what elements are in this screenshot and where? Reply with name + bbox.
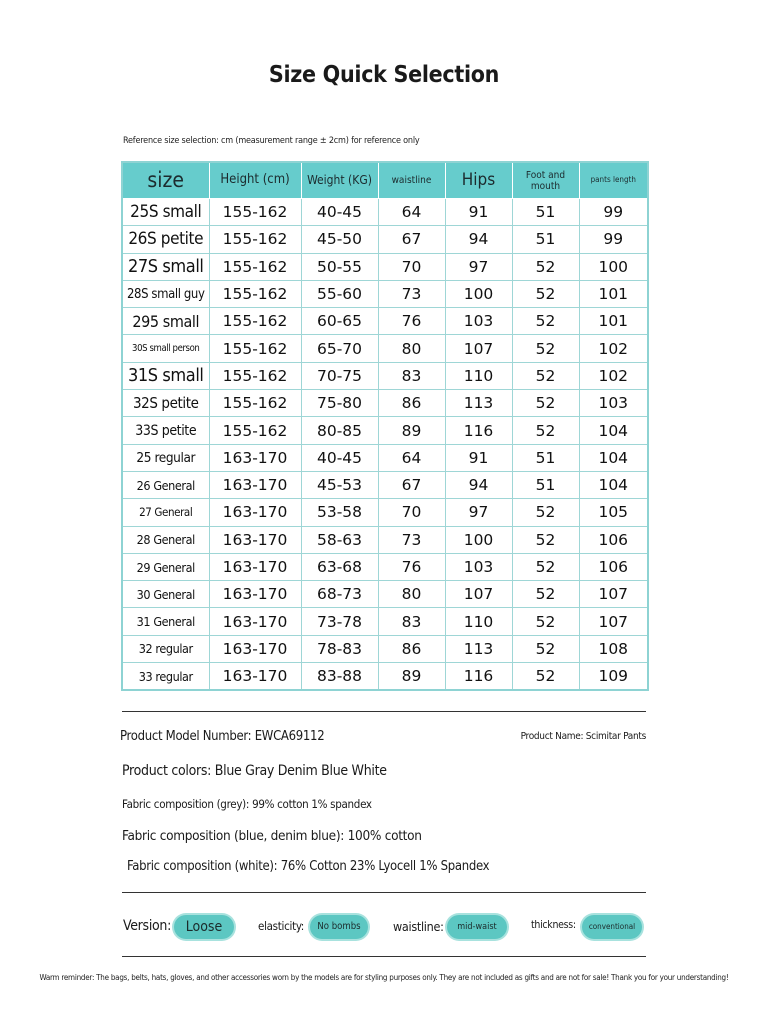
cell-hips: 110	[445, 608, 512, 635]
size-table	[121, 161, 649, 691]
cell-foot-and-mouth: 52	[512, 635, 579, 662]
cell-height: 163-170	[209, 635, 301, 662]
cell-hips: 110	[445, 362, 512, 389]
table-row	[122, 499, 648, 526]
cell-size: 30 General	[122, 581, 209, 608]
cell-hips: 113	[445, 390, 512, 417]
cell-height: 163-170	[209, 663, 301, 691]
table-row	[122, 390, 648, 417]
cell-pants-length: 102	[579, 335, 648, 362]
version-badge: Loose	[174, 915, 234, 939]
cell-weight: 50-55	[301, 253, 378, 280]
cell-weight: 40-45	[301, 199, 378, 226]
cell-size: 31S small	[122, 362, 209, 389]
table-row	[122, 308, 648, 335]
cell-pants-length: 103	[579, 390, 648, 417]
cell-height: 163-170	[209, 471, 301, 498]
cell-pants-length: 107	[579, 608, 648, 635]
cell-weight: 80-85	[301, 417, 378, 444]
cell-height: 155-162	[209, 417, 301, 444]
cell-size: 25 regular	[122, 444, 209, 471]
product-model-number: Product Model Number: EWCA69112	[120, 729, 325, 744]
cell-size: 31 General	[122, 608, 209, 635]
table-row	[122, 226, 648, 253]
cell-weight: 83-88	[301, 663, 378, 691]
cell-height: 155-162	[209, 226, 301, 253]
cell-hips: 91	[445, 444, 512, 471]
cell-size: 26S petite	[122, 226, 209, 253]
cell-pants-length: 106	[579, 526, 648, 553]
cell-pants-length: 101	[579, 280, 648, 307]
cell-foot-and-mouth: 51	[512, 199, 579, 226]
cell-weight: 40-45	[301, 444, 378, 471]
table-row	[122, 362, 648, 389]
divider	[122, 711, 646, 712]
cell-size: 295 small	[122, 308, 209, 335]
cell-foot-and-mouth: 52	[512, 526, 579, 553]
cell-foot-and-mouth: 52	[512, 362, 579, 389]
cell-foot-and-mouth: 52	[512, 308, 579, 335]
cell-foot-and-mouth: 52	[512, 280, 579, 307]
cell-size: 32S petite	[122, 390, 209, 417]
cell-hips: 103	[445, 553, 512, 580]
table-row	[122, 335, 648, 362]
cell-size: 32 regular	[122, 635, 209, 662]
table-row	[122, 253, 648, 280]
cell-size: 27 General	[122, 499, 209, 526]
cell-pants-length: 105	[579, 499, 648, 526]
cell-waistline: 64	[378, 199, 445, 226]
cell-height: 163-170	[209, 608, 301, 635]
cell-hips: 94	[445, 471, 512, 498]
cell-weight: 68-73	[301, 581, 378, 608]
thickness-label: thickness:	[531, 919, 576, 931]
cell-weight: 78-83	[301, 635, 378, 662]
fabric-composition-blue: Fabric composition (blue, denim blue): 100% cotton	[122, 828, 422, 844]
cell-pants-length: 99	[579, 226, 648, 253]
product-colors: Product colors: Blue Gray Denim Blue White	[122, 763, 387, 779]
cell-height: 155-162	[209, 199, 301, 226]
cell-hips: 116	[445, 663, 512, 691]
cell-pants-length: 100	[579, 253, 648, 280]
cell-height: 155-162	[209, 280, 301, 307]
cell-hips: 97	[445, 253, 512, 280]
table-row	[122, 417, 648, 444]
elasticity-badge: No bombs	[310, 915, 368, 939]
cell-pants-length: 104	[579, 471, 648, 498]
cell-hips: 103	[445, 308, 512, 335]
column-header-waistline: waistline	[378, 162, 445, 199]
cell-waistline: 86	[378, 390, 445, 417]
cell-weight: 45-50	[301, 226, 378, 253]
cell-waistline: 80	[378, 581, 445, 608]
cell-size: 28S small guy	[122, 280, 209, 307]
cell-hips: 91	[445, 199, 512, 226]
table-row	[122, 526, 648, 553]
cell-foot-and-mouth: 52	[512, 581, 579, 608]
cell-waistline: 64	[378, 444, 445, 471]
cell-pants-length: 104	[579, 444, 648, 471]
cell-size: 29 General	[122, 553, 209, 580]
warm-reminder: Warm reminder: The bags, belts, hats, gloves, and other accessories worn by the models are for styling purposes only. They are not included as gifts and are not for sale! Thank you for your understanding!	[39, 973, 729, 982]
cell-foot-and-mouth: 52	[512, 390, 579, 417]
cell-foot-and-mouth: 52	[512, 663, 579, 691]
cell-hips: 107	[445, 335, 512, 362]
cell-waistline: 67	[378, 471, 445, 498]
cell-waistline: 73	[378, 526, 445, 553]
cell-waistline: 73	[378, 280, 445, 307]
product-name: Product Name: Scimitar Pants	[520, 731, 646, 742]
table-header-row	[122, 162, 648, 199]
cell-height: 155-162	[209, 335, 301, 362]
divider	[122, 892, 646, 893]
cell-waistline: 67	[378, 226, 445, 253]
cell-hips: 94	[445, 226, 512, 253]
cell-foot-and-mouth: 52	[512, 608, 579, 635]
cell-height: 163-170	[209, 553, 301, 580]
cell-hips: 100	[445, 280, 512, 307]
cell-foot-and-mouth: 52	[512, 499, 579, 526]
elasticity-label: elasticity:	[258, 919, 304, 933]
cell-waistline: 70	[378, 499, 445, 526]
cell-size: 33S petite	[122, 417, 209, 444]
reference-note: Reference size selection: cm (measurement range ± 2cm) for reference only	[123, 136, 420, 146]
cell-size: 25S small	[122, 199, 209, 226]
cell-weight: 75-80	[301, 390, 378, 417]
cell-weight: 63-68	[301, 553, 378, 580]
table-row	[122, 199, 648, 226]
thickness-badge: conventional	[582, 915, 642, 939]
cell-height: 155-162	[209, 308, 301, 335]
cell-foot-and-mouth: 52	[512, 553, 579, 580]
cell-pants-length: 107	[579, 581, 648, 608]
cell-pants-length: 102	[579, 362, 648, 389]
table-row	[122, 635, 648, 662]
cell-waistline: 83	[378, 362, 445, 389]
cell-weight: 65-70	[301, 335, 378, 362]
cell-waistline: 86	[378, 635, 445, 662]
column-header-height: Height (cm)	[209, 162, 301, 199]
cell-pants-length: 101	[579, 308, 648, 335]
fabric-composition-white: Fabric composition (white): 76% Cotton 23% Lyocell 1% Spandex	[127, 859, 490, 874]
column-header-foot-and-mouth: Foot and mouth	[512, 162, 579, 199]
fabric-composition-grey: Fabric composition (grey): 99% cotton 1% spandex	[122, 797, 372, 811]
cell-height: 155-162	[209, 362, 301, 389]
cell-weight: 60-65	[301, 308, 378, 335]
cell-weight: 58-63	[301, 526, 378, 553]
cell-hips: 116	[445, 417, 512, 444]
cell-weight: 45-53	[301, 471, 378, 498]
page-title: Size Quick Selection	[268, 62, 500, 88]
cell-size: 27S small	[122, 253, 209, 280]
column-header-pants-length: pants length	[579, 162, 648, 199]
cell-size: 28 General	[122, 526, 209, 553]
table-row	[122, 471, 648, 498]
cell-weight: 53-58	[301, 499, 378, 526]
cell-size: 30S small person	[122, 335, 209, 362]
table-row	[122, 608, 648, 635]
cell-hips: 107	[445, 581, 512, 608]
column-header-hips: Hips	[445, 162, 512, 199]
cell-foot-and-mouth: 51	[512, 471, 579, 498]
cell-waistline: 89	[378, 663, 445, 691]
cell-foot-and-mouth: 51	[512, 226, 579, 253]
attributes-row	[0, 912, 768, 942]
table-row	[122, 553, 648, 580]
divider	[122, 956, 646, 957]
cell-hips: 100	[445, 526, 512, 553]
cell-hips: 113	[445, 635, 512, 662]
cell-waistline: 89	[378, 417, 445, 444]
cell-pants-length: 99	[579, 199, 648, 226]
cell-height: 163-170	[209, 526, 301, 553]
cell-waistline: 76	[378, 308, 445, 335]
column-header-weight: Weight (KG)	[301, 162, 378, 199]
cell-foot-and-mouth: 51	[512, 444, 579, 471]
cell-foot-and-mouth: 52	[512, 417, 579, 444]
cell-pants-length: 109	[579, 663, 648, 691]
cell-foot-and-mouth: 52	[512, 253, 579, 280]
cell-foot-and-mouth: 52	[512, 335, 579, 362]
column-header-size: size	[122, 162, 209, 199]
waistline-label: waistline:	[393, 919, 444, 934]
cell-pants-length: 106	[579, 553, 648, 580]
table-row	[122, 444, 648, 471]
table-row	[122, 581, 648, 608]
cell-weight: 73-78	[301, 608, 378, 635]
waistline-badge: mid-waist	[447, 915, 507, 939]
cell-pants-length: 104	[579, 417, 648, 444]
cell-height: 155-162	[209, 253, 301, 280]
version-label: Version:	[123, 918, 172, 934]
cell-height: 155-162	[209, 390, 301, 417]
cell-weight: 70-75	[301, 362, 378, 389]
cell-weight: 55-60	[301, 280, 378, 307]
cell-waistline: 83	[378, 608, 445, 635]
cell-height: 163-170	[209, 499, 301, 526]
cell-pants-length: 108	[579, 635, 648, 662]
cell-waistline: 70	[378, 253, 445, 280]
cell-size: 33 regular	[122, 663, 209, 691]
cell-size: 26 General	[122, 471, 209, 498]
cell-height: 163-170	[209, 581, 301, 608]
cell-waistline: 76	[378, 553, 445, 580]
table-row	[122, 663, 648, 691]
table-row	[122, 280, 648, 307]
cell-height: 163-170	[209, 444, 301, 471]
size-table-body	[122, 199, 648, 691]
cell-hips: 97	[445, 499, 512, 526]
cell-waistline: 80	[378, 335, 445, 362]
